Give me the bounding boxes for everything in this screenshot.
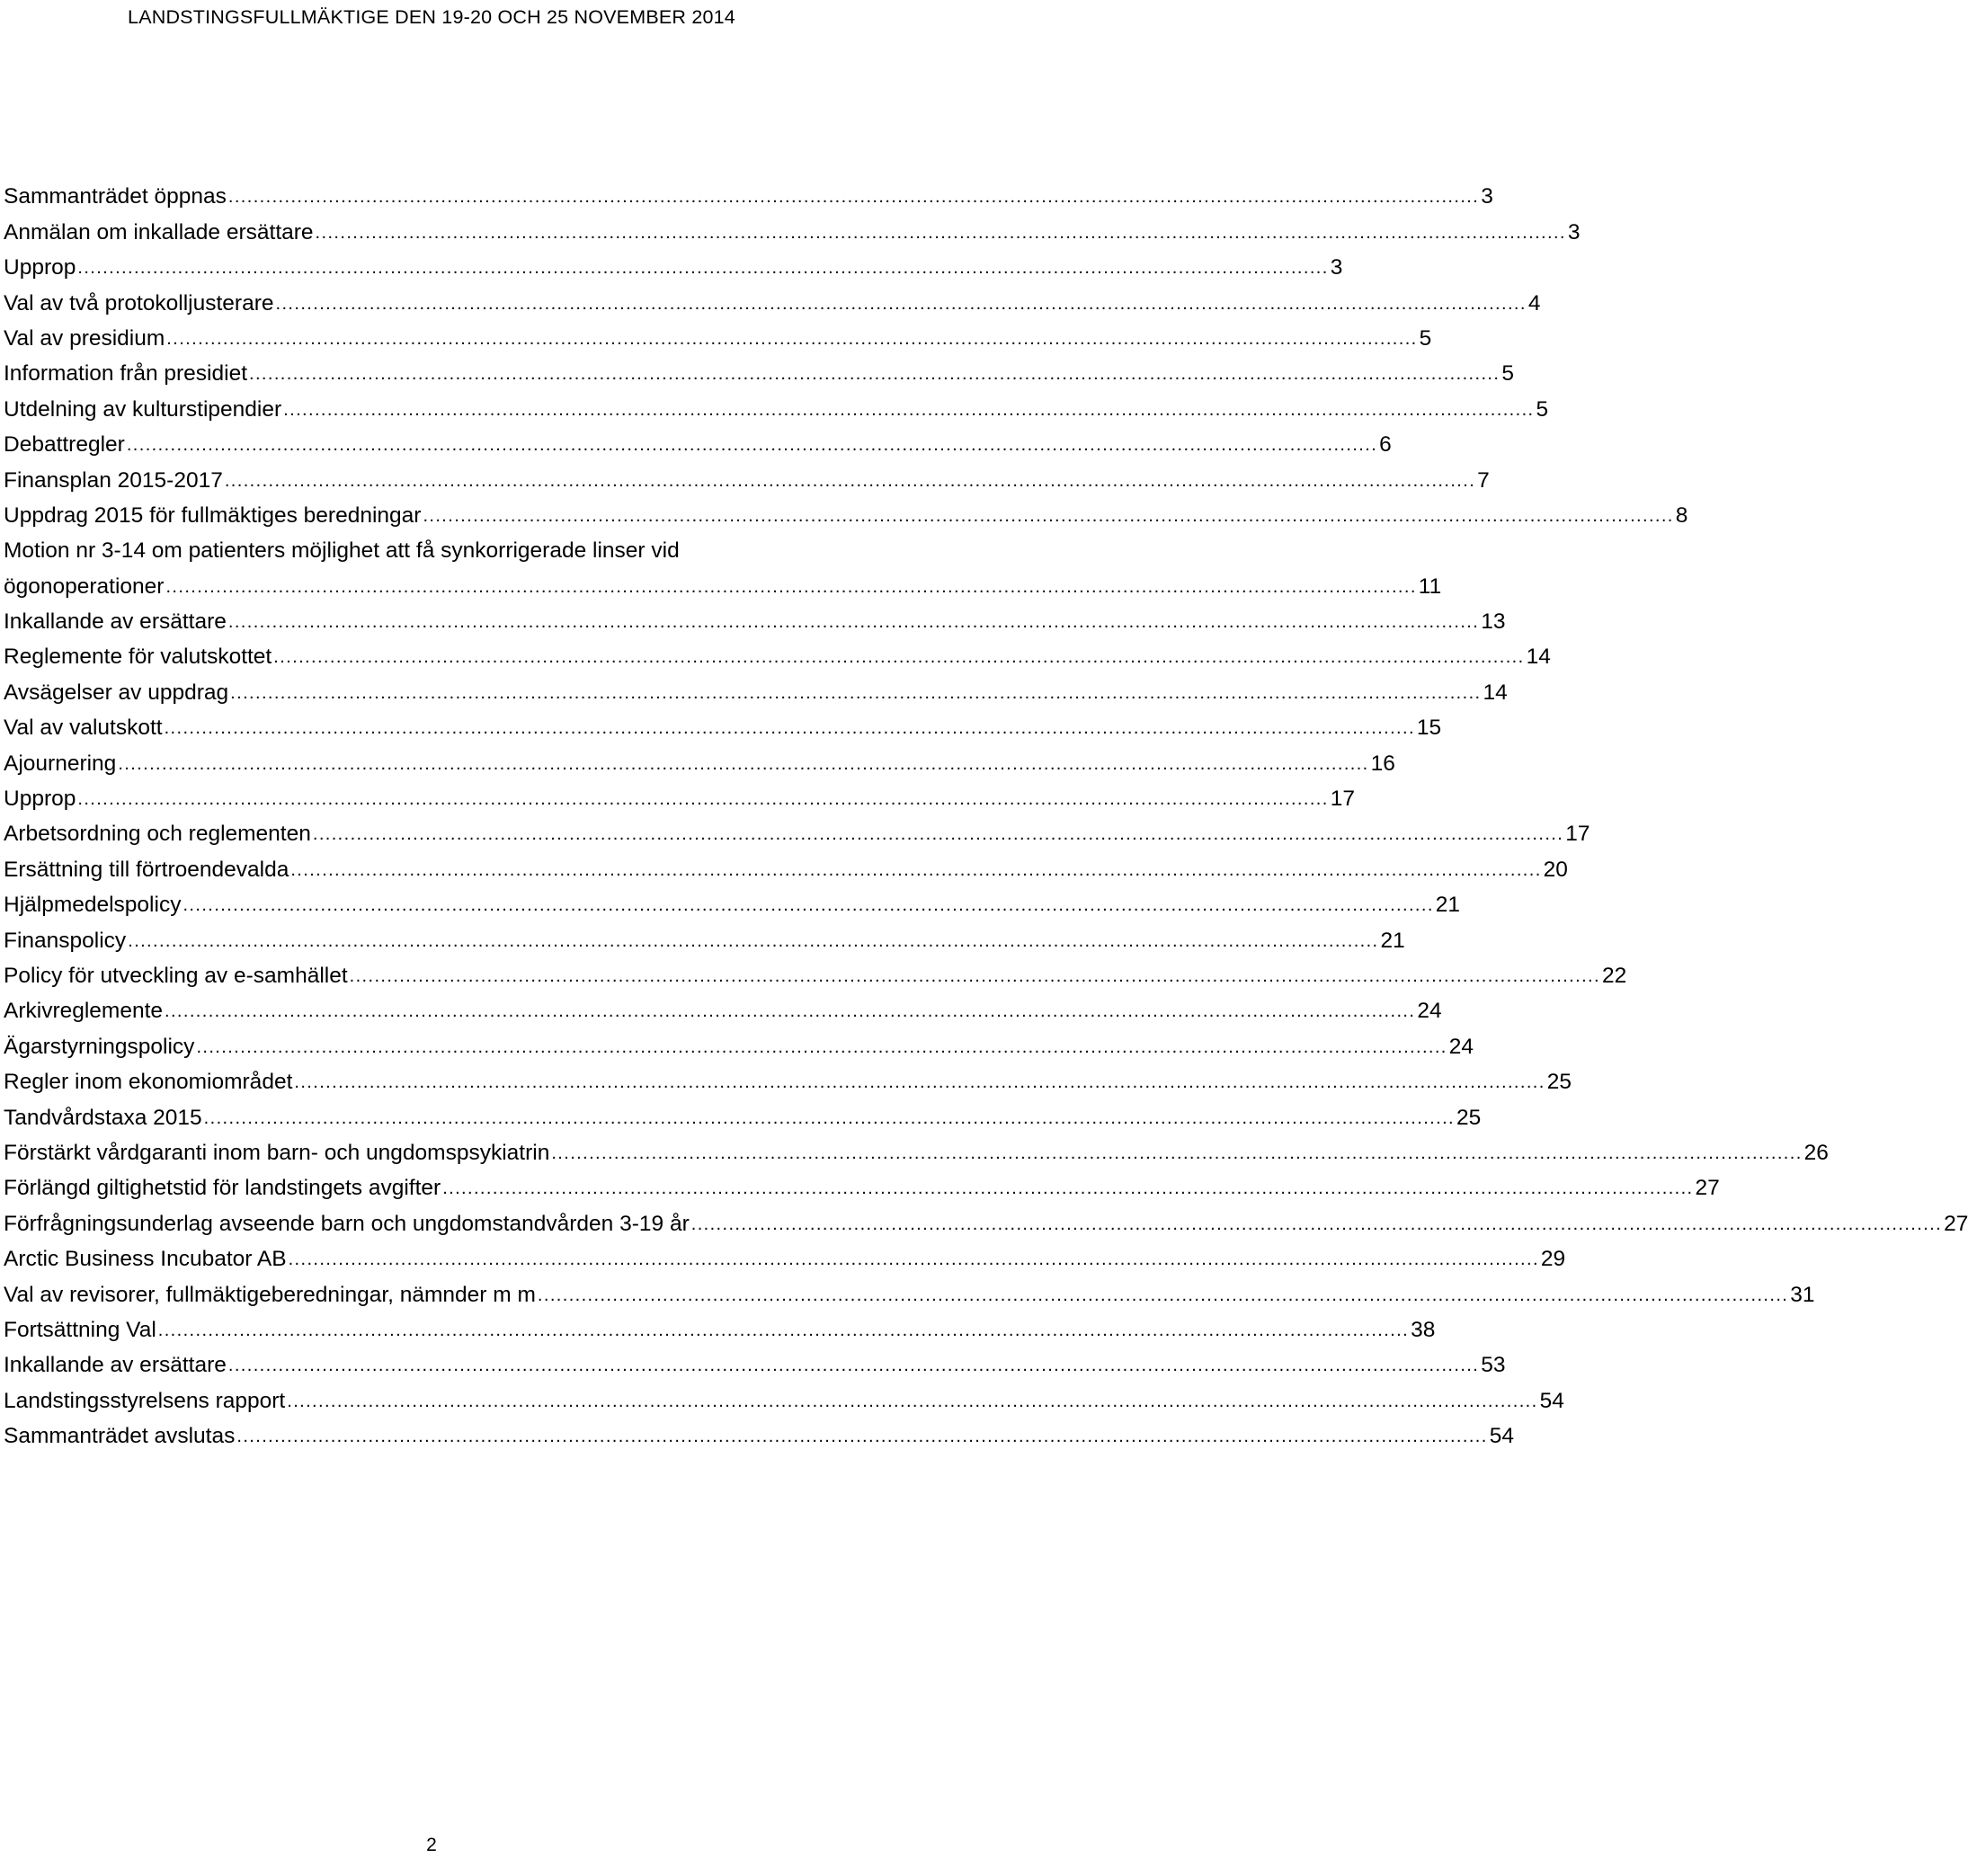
toc-leader-dots: ........................................................................................................................................................................................................ bbox=[537, 1285, 1789, 1305]
toc-leader-dots: ........................................................................................................................................................................................................ bbox=[227, 612, 1480, 633]
toc-entry[interactable] bbox=[4, 387, 1549, 422]
toc-entry-title: Förlängd giltighetstid för landstingets avgifter bbox=[4, 1176, 441, 1201]
toc-entry-title: ögonoperationer bbox=[4, 573, 165, 599]
toc-entry-title: Anmälan om inkallade ersättare bbox=[4, 219, 314, 245]
toc-leader-dots: ........................................................................................................................................................................................................ bbox=[283, 399, 1535, 420]
toc-entry-page: 38 bbox=[1411, 1317, 1436, 1342]
toc-entry[interactable] bbox=[4, 1237, 1566, 1272]
toc-entry[interactable] bbox=[4, 1060, 1572, 1095]
toc-entry-page: 54 bbox=[1539, 1388, 1564, 1413]
toc-entry-title: Avsägelser av uppdrag bbox=[4, 680, 229, 705]
toc-entry[interactable] bbox=[4, 1024, 1474, 1059]
toc-entry[interactable] bbox=[4, 1378, 1564, 1413]
toc-entry-page: 5 bbox=[1501, 361, 1514, 387]
page-header: LANDSTINGSFULLMÄKTIGE DEN 19-20 OCH 25 NOVEMBER 2014 bbox=[128, 6, 735, 28]
page-number: 2 bbox=[426, 1835, 437, 1855]
toc-entry-page: 14 bbox=[1526, 645, 1551, 670]
toc-entry-page: 14 bbox=[1483, 680, 1508, 705]
toc-entry-page: 29 bbox=[1540, 1247, 1566, 1272]
toc-entry-title: Debattregler bbox=[4, 432, 125, 458]
toc-entry[interactable] bbox=[4, 316, 1432, 351]
toc-entry-title: Förstärkt vårdgaranti inom barn- och ungdomspsykiatrin bbox=[4, 1140, 550, 1165]
toc-leader-dots: ........................................................................................................................................................................................................ bbox=[275, 293, 1527, 314]
toc-entry-page: 5 bbox=[1419, 325, 1432, 351]
toc-entry-page: 53 bbox=[1481, 1353, 1506, 1378]
toc-entry[interactable] bbox=[4, 812, 1590, 847]
toc-entry[interactable] bbox=[4, 245, 1343, 280]
toc-entry-page: 15 bbox=[1416, 716, 1442, 741]
toc-entry[interactable] bbox=[4, 422, 1392, 458]
toc-leader-dots: ........................................................................................................................................................................................................ bbox=[227, 1356, 1480, 1376]
toc-entry-page: 7 bbox=[1477, 467, 1490, 493]
toc-entry-title: Inkallande av ersättare bbox=[4, 1353, 227, 1378]
toc-entry[interactable] bbox=[4, 670, 1508, 705]
toc-entry-page: 31 bbox=[1790, 1282, 1815, 1307]
toc-entry[interactable] bbox=[4, 564, 1442, 599]
toc-entry-page: 27 bbox=[1944, 1211, 1968, 1236]
toc-entry[interactable] bbox=[4, 493, 1688, 529]
toc-leader-dots: ........................................................................................................................................................................................................ bbox=[442, 1178, 1694, 1199]
toc-entry-title: Val av revisorer, fullmäktigeberedningar, nämnder m m bbox=[4, 1282, 536, 1307]
toc-entry-page: 6 bbox=[1379, 432, 1392, 458]
toc-entry-page: 17 bbox=[1330, 787, 1355, 812]
toc-leader-dots: ........................................................................................................................................................................................................ bbox=[294, 1072, 1545, 1093]
toc-entry-page: 3 bbox=[1567, 219, 1581, 245]
toc-entry-page: 25 bbox=[1546, 1070, 1572, 1095]
toc-entry-title: Ägarstyrningspolicy bbox=[4, 1034, 195, 1059]
table-of-contents bbox=[4, 174, 1968, 1449]
toc-entry-title: Uppdrag 2015 för fullmäktiges beredningar bbox=[4, 502, 422, 528]
toc-leader-dots: ........................................................................................................................................................................................................ bbox=[164, 718, 1415, 739]
toc-entry-page: 25 bbox=[1456, 1105, 1482, 1130]
toc-leader-dots: ........................................................................................................................................................................................................ bbox=[290, 859, 1542, 880]
toc-entry-title: Inkallande av ersättare bbox=[4, 609, 227, 635]
toc-entry[interactable] bbox=[4, 847, 1568, 882]
toc-leader-dots: ........................................................................................................................................................................................................ bbox=[77, 789, 1329, 810]
toc-entry-title: Upprop bbox=[4, 255, 76, 280]
toc-leader-dots: ........................................................................................................................................................................................................ bbox=[249, 364, 1500, 385]
toc-leader-dots: ........................................................................................................................................................................................................ bbox=[288, 1249, 1539, 1270]
toc-entry[interactable] bbox=[4, 351, 1514, 387]
toc-entry-page: 24 bbox=[1417, 999, 1442, 1024]
toc-entry-page: 13 bbox=[1481, 609, 1506, 635]
toc-entry[interactable] bbox=[4, 280, 1541, 316]
toc-entry[interactable] bbox=[4, 600, 1506, 635]
toc-entry[interactable] bbox=[4, 635, 1551, 670]
toc-entry-title: Val av presidium bbox=[4, 325, 165, 351]
toc-entry-page: 3 bbox=[1481, 184, 1493, 209]
toc-entry[interactable] bbox=[4, 883, 1461, 918]
toc-entry-title: Finanspolicy bbox=[4, 928, 127, 953]
toc-leader-dots: ........................................................................................................................................................................................................ bbox=[183, 895, 1434, 916]
toc-entry-page: 11 bbox=[1418, 573, 1442, 599]
toc-entry[interactable] bbox=[4, 1201, 1968, 1236]
toc-leader-dots: ........................................................................................................................................................................................................ bbox=[349, 965, 1600, 986]
toc-entry-page: 21 bbox=[1435, 893, 1461, 918]
toc-leader-dots: ........................................................................................................................................................................................................ bbox=[236, 1427, 1488, 1447]
toc-entry-title: Tandvårdstaxa 2015 bbox=[4, 1105, 202, 1130]
toc-entry[interactable] bbox=[4, 741, 1395, 776]
toc-entry-page: 3 bbox=[1330, 255, 1343, 280]
toc-entry-title: Ajournering bbox=[4, 751, 117, 776]
toc-entry-page: 22 bbox=[1601, 963, 1627, 988]
toc-entry-title: Arbetsordning och reglementen bbox=[4, 822, 311, 847]
toc-entry[interactable] bbox=[4, 1166, 1720, 1201]
toc-leader-dots: ........................................................................................................................................................................................................ bbox=[128, 930, 1379, 951]
toc-leader-dots: ........................................................................................................................................................................................................ bbox=[77, 258, 1329, 279]
toc-entry-title: Val av två protokolljusterare bbox=[4, 290, 274, 316]
toc-entry[interactable] bbox=[4, 1414, 1514, 1449]
toc-entry-title: Fortsättning Val bbox=[4, 1317, 156, 1342]
toc-entry[interactable] bbox=[4, 1343, 1506, 1378]
toc-entry-title: Utdelning av kulturstipendier bbox=[4, 396, 282, 422]
toc-leader-dots: ........................................................................................................................................................................................................ bbox=[690, 1214, 1943, 1234]
toc-entry-page: 17 bbox=[1565, 822, 1590, 847]
toc-leader-dots: ........................................................................................................................................................................................................ bbox=[423, 505, 1674, 526]
toc-entry[interactable] bbox=[4, 1095, 1482, 1130]
toc-entry-page: 20 bbox=[1543, 857, 1568, 882]
toc-entry-title: Sammanträdet öppnas bbox=[4, 184, 227, 209]
toc-leader-dots: ........................................................................................................................................................................................................ bbox=[126, 435, 1378, 456]
toc-entry[interactable] bbox=[4, 918, 1405, 953]
toc-entry-page: 24 bbox=[1448, 1034, 1474, 1059]
toc-leader-dots: ........................................................................................................................................................................................................ bbox=[227, 187, 1480, 208]
toc-leader-dots: ........................................................................................................................................................................................................ bbox=[224, 470, 1476, 491]
toc-leader-dots: ........................................................................................................................................................................................................ bbox=[118, 753, 1369, 774]
toc-entry[interactable] bbox=[4, 989, 1442, 1024]
toc-entry[interactable] bbox=[4, 209, 1581, 245]
toc-entry-page: 27 bbox=[1695, 1176, 1720, 1201]
toc-entry[interactable] bbox=[4, 458, 1490, 493]
toc-entry-page: 21 bbox=[1380, 928, 1405, 953]
toc-entry-title: Information från presidiet bbox=[4, 361, 247, 387]
toc-entry[interactable] bbox=[4, 1308, 1436, 1343]
toc-leader-dots: ........................................................................................................................................................................................................ bbox=[165, 576, 1417, 597]
toc-entry-title: Ersättning till förtroendevalda bbox=[4, 857, 289, 882]
toc-entry-title: Hjälpmedelspolicy bbox=[4, 893, 182, 918]
toc-entry-title: Motion nr 3-14 om patienters möjlighet att få synkorrigerade linser vid bbox=[4, 538, 680, 564]
toc-leader-dots: ........................................................................................................................................................................................................ bbox=[273, 647, 1525, 668]
toc-entry-title: Finansplan 2015-2017 bbox=[4, 467, 223, 493]
toc-entry[interactable] bbox=[4, 954, 1627, 989]
toc-leader-dots: ........................................................................................................................................................................................................ bbox=[165, 1001, 1416, 1022]
toc-leader-dots: ........................................................................................................................................................................................................ bbox=[157, 1320, 1410, 1340]
toc-entry-page: 54 bbox=[1489, 1424, 1514, 1449]
toc-entry-title: Regler inom ekonomiområdet bbox=[4, 1070, 293, 1095]
toc-entry-page: 4 bbox=[1527, 290, 1541, 316]
toc-entry[interactable] bbox=[4, 174, 1493, 209]
toc-leader-dots: ........................................................................................................................................................................................................ bbox=[551, 1142, 1803, 1163]
toc-entry[interactable] bbox=[4, 1272, 1815, 1307]
toc-leader-dots: ........................................................................................................................................................................................................ bbox=[287, 1391, 1538, 1411]
toc-entry-title: Sammanträdet avslutas bbox=[4, 1424, 236, 1449]
toc-entry-title: Val av valutskott bbox=[4, 716, 163, 741]
toc-entry-title: Arkivreglemente bbox=[4, 999, 164, 1024]
toc-entry-title: Policy för utveckling av e-samhället bbox=[4, 963, 348, 988]
toc-entry-title: Landstingsstyrelsens rapport bbox=[4, 1388, 286, 1413]
toc-leader-dots: ........................................................................................................................................................................................................ bbox=[166, 328, 1418, 349]
toc-leader-dots: ........................................................................................................................................................................................................ bbox=[196, 1036, 1447, 1057]
toc-entry[interactable] bbox=[4, 1131, 1829, 1166]
toc-leader-dots: ........................................................................................................................................................................................................ bbox=[312, 824, 1564, 845]
toc-entry-line bbox=[4, 529, 854, 564]
toc-leader-dots: ........................................................................................................................................................................................................ bbox=[230, 682, 1482, 703]
toc-entry-title: Upprop bbox=[4, 787, 76, 812]
toc-leader-dots: ........................................................................................................................................................................................................ bbox=[203, 1107, 1455, 1128]
toc-entry-page: 5 bbox=[1536, 396, 1549, 422]
toc-entry-page: 8 bbox=[1675, 502, 1688, 528]
toc-entry-title: Reglemente för valutskottet bbox=[4, 645, 272, 670]
toc-entry-page: 26 bbox=[1803, 1140, 1829, 1165]
toc-entry[interactable] bbox=[4, 706, 1442, 741]
toc-entry-title: Arctic Business Incubator AB bbox=[4, 1247, 287, 1272]
toc-leader-dots: ........................................................................................................................................................................................................ bbox=[315, 222, 1566, 243]
toc-entry-page: 16 bbox=[1370, 751, 1395, 776]
toc-entry[interactable] bbox=[4, 777, 1355, 812]
toc-entry-title: Förfrågningsunderlag avseende barn och ungdomstandvården 3-19 år bbox=[4, 1211, 690, 1236]
